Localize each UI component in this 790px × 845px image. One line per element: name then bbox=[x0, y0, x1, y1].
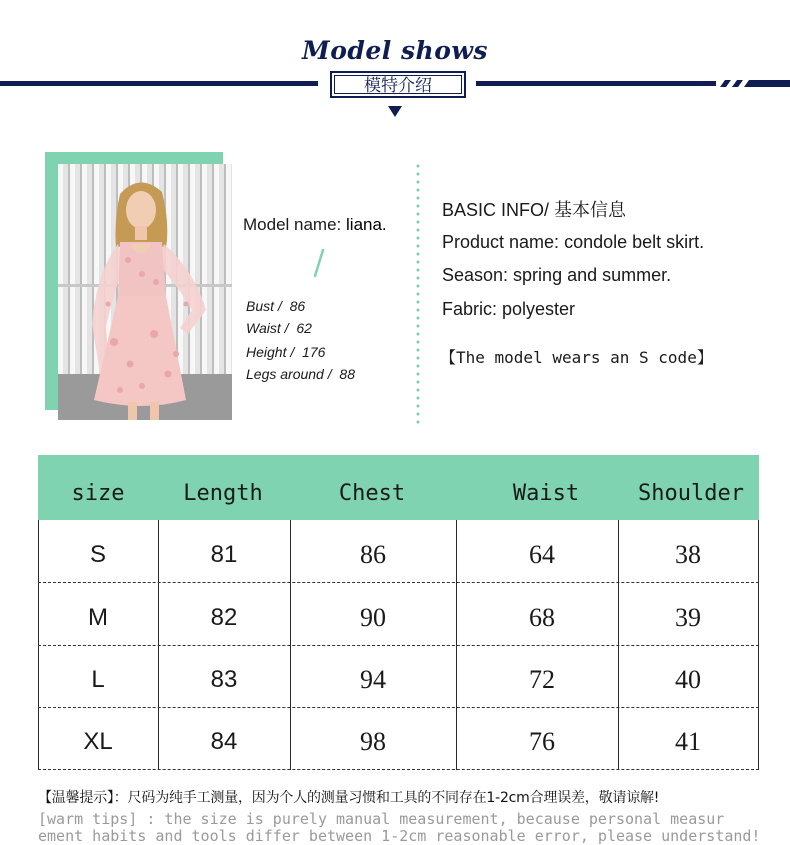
table-cell: 38 bbox=[675, 540, 701, 569]
warm-tip-english-line2: ement habits and tools differ between 1-2cm reasonable error, please understand! bbox=[38, 827, 761, 845]
size-table bbox=[38, 520, 759, 770]
table-cell: 64 bbox=[529, 540, 555, 569]
section-title: Model shows bbox=[302, 36, 488, 65]
measurement-height: Height / 176 bbox=[246, 344, 326, 360]
down-arrow-icon bbox=[388, 106, 402, 117]
model-name-label: Model name: bbox=[243, 215, 342, 234]
basic-info-heading: BASIC INFO/ 基本信息 bbox=[442, 200, 627, 220]
warm-tip-english-line1: [warm tips] : the size is purely manual measurement, because personal measur bbox=[38, 810, 725, 828]
table-cell: 82 bbox=[210, 604, 238, 631]
header-rule-left bbox=[0, 81, 318, 86]
column-header-shoulder: Shoulder bbox=[638, 481, 744, 506]
table-row bbox=[38, 583, 759, 645]
header-stripes-decoration bbox=[716, 80, 790, 87]
measurement-legs: Legs around / 88 bbox=[246, 366, 355, 382]
table-row bbox=[38, 520, 759, 582]
dotted-divider bbox=[416, 162, 420, 424]
table-cell: XL bbox=[83, 728, 113, 755]
header-rule-right bbox=[476, 81, 716, 86]
model-name bbox=[243, 215, 387, 235]
table-cell: 84 bbox=[210, 728, 238, 755]
season: Season: spring and summer. bbox=[442, 265, 672, 285]
table-cell: 86 bbox=[360, 540, 386, 569]
table-cell: 94 bbox=[360, 665, 386, 694]
section-subtitle: 模特介绍 bbox=[334, 75, 462, 94]
product-name: Product name: condole belt skirt. bbox=[442, 232, 705, 252]
table-cell: 90 bbox=[360, 603, 386, 632]
warm-tip-chinese: 【温馨提示】：尺码为纯手工测量，因为个人的测量习惯和工具的不同存在1-2cm合理误差，敬请谅解! bbox=[38, 790, 660, 806]
column-header-size: size bbox=[71, 481, 125, 506]
table-cell: M bbox=[88, 604, 108, 631]
table-cell: S bbox=[89, 541, 106, 568]
column-header-waist: Waist bbox=[512, 481, 580, 506]
table-cell: 40 bbox=[675, 665, 701, 694]
model-name-value: liana. bbox=[346, 215, 387, 234]
table-cell: 72 bbox=[529, 665, 555, 694]
table-row bbox=[38, 645, 759, 707]
size-table-header bbox=[38, 455, 759, 520]
table-cell: 41 bbox=[675, 727, 701, 756]
column-header-chest: Chest bbox=[338, 481, 406, 506]
table-cell: L bbox=[91, 666, 105, 693]
model-photo bbox=[58, 164, 232, 420]
table-cell: 81 bbox=[210, 541, 238, 568]
column-header-length: Length bbox=[183, 481, 263, 506]
measurement-bust: Bust / 86 bbox=[246, 298, 306, 314]
slash-divider-decoration bbox=[312, 248, 326, 278]
table-cell: 98 bbox=[360, 727, 386, 756]
section-subtitle-box bbox=[330, 71, 466, 98]
fabric: Fabric: polyester bbox=[442, 299, 576, 319]
table-cell: 76 bbox=[529, 727, 555, 756]
table-row bbox=[38, 707, 759, 769]
table-cell: 39 bbox=[675, 603, 701, 632]
size-worn-note: 【The model wears an S code】 bbox=[440, 348, 713, 367]
table-cell: 83 bbox=[210, 666, 238, 693]
measurement-waist: Waist / 62 bbox=[246, 320, 312, 336]
table-cell: 68 bbox=[529, 603, 555, 632]
table-row-divider bbox=[38, 769, 759, 770]
